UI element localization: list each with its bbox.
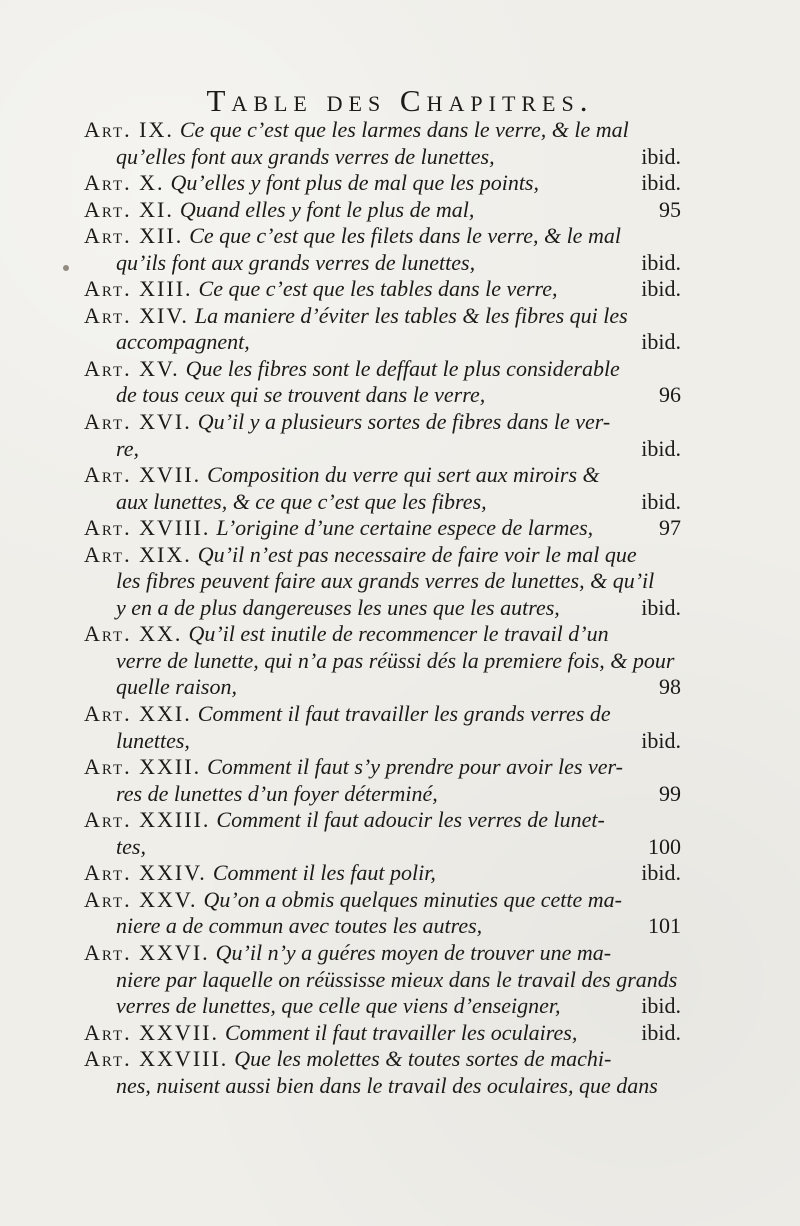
page-reference: ibid. <box>641 249 681 275</box>
entry-line <box>84 462 684 489</box>
entry-line <box>84 913 684 940</box>
chapter-text: Qu’il est inutile de recommencer le travail d’un <box>188 621 609 647</box>
entry-line <box>84 409 684 436</box>
entry-line <box>84 1073 684 1100</box>
article-number: Art. XX. <box>84 621 183 647</box>
article-number: Art. XV. <box>84 355 180 381</box>
article-number: Art. IX. <box>84 117 174 142</box>
chapter-text: Comment il faut travailler les grands verres de <box>197 701 611 727</box>
chapter-text: res de lunettes d’un foyer déterminé, <box>116 780 438 806</box>
entry-line <box>84 568 684 595</box>
article-number: Art. XII. <box>84 223 184 249</box>
chapter-text: Qu’il y a plusieurs sortes de fibres dans le ver- <box>197 409 611 435</box>
page-reference: 100 <box>648 833 681 859</box>
article-number: Art. XXI. <box>84 701 192 727</box>
chapter-text: Comment il les faut polir, <box>212 860 436 886</box>
article-number: Art. XXVII. <box>84 1019 219 1045</box>
entry-line <box>84 674 684 701</box>
entry-line <box>84 382 684 409</box>
chapter-text: y en a de plus dangereuses les unes que les autres, <box>116 594 560 620</box>
page-reference: ibid. <box>641 488 681 514</box>
page-reference: 99 <box>659 780 681 806</box>
entry-line <box>84 303 684 330</box>
chapter-text: Qu’il n’est pas necessaire de faire voir le mal que <box>197 541 637 567</box>
entry-line <box>84 967 684 994</box>
article-number: Art. XVIII. <box>84 515 211 541</box>
chapter-text: Que les molettes & toutes sortes de machi- <box>234 1046 612 1072</box>
chapter-text: Ce que c’est que les filets dans le verre, & le mal <box>189 223 621 249</box>
chapter-text: Ce que c’est que les tables dans le verre, <box>198 276 558 302</box>
entry-line <box>84 993 684 1020</box>
chapter-text: qu’elles font aux grands verres de lunettes, <box>116 143 495 169</box>
page-header: Table des Chapitres. <box>206 83 594 118</box>
page-reference: ibid. <box>641 435 681 461</box>
page-reference: ibid. <box>641 143 681 169</box>
entry-line <box>84 144 684 171</box>
entry-line <box>84 436 684 463</box>
page-reference: 101 <box>648 913 681 939</box>
entry-line <box>84 1020 684 1047</box>
article-number: Art. XXIV. <box>84 860 207 886</box>
chapter-text: Ce que c’est que les larmes dans le verre, & le mal <box>179 117 629 142</box>
chapter-text: Comment il faut adoucir les verres de lunet- <box>216 807 605 833</box>
chapter-text: Comment il faut travailler les oculaires, <box>224 1019 578 1045</box>
page-reference: ibid. <box>641 276 681 302</box>
chapter-text: qu’ils font aux grands verres de lunettes, <box>116 249 476 275</box>
entry-line <box>84 117 684 144</box>
chapter-text: accompagnent, <box>116 329 250 355</box>
article-number: Art. XXII. <box>84 754 202 780</box>
entry-line <box>84 170 684 197</box>
entry-line <box>84 250 684 277</box>
entry-line <box>84 276 684 303</box>
entry-line <box>84 1046 684 1073</box>
article-number: Art. XXIII. <box>84 807 211 833</box>
chapter-text: Qu’on a obmis quelques minuties que cette ma- <box>203 886 623 912</box>
article-number: Art. XXV. <box>84 886 198 912</box>
page-reference: 95 <box>659 196 681 222</box>
article-number: Art. XVI. <box>84 409 192 435</box>
article-number: Art. XIV. <box>84 302 189 328</box>
chapter-text: niere par laquelle on réüssisse mieux dans le travail des grands <box>116 966 678 992</box>
page-reference: ibid. <box>641 329 681 355</box>
article-number: Art. X. <box>84 170 165 196</box>
chapter-text: les fibres peuvent faire aux grands verres de lunettes, & qu’il <box>116 568 655 594</box>
chapter-text: lunettes, <box>116 727 190 753</box>
article-number: Art. XI. <box>84 196 174 222</box>
chapter-text: Comment il faut s’y prendre pour avoir les ver- <box>207 754 623 780</box>
entry-line <box>84 834 684 861</box>
entry-line <box>84 329 684 356</box>
page-reference: ibid. <box>641 860 681 886</box>
entry-line <box>84 807 684 834</box>
page-reference: ibid. <box>641 594 681 620</box>
entry-line <box>84 595 684 622</box>
page-reference: 96 <box>659 382 681 408</box>
entry-line <box>84 940 684 967</box>
entry-line <box>84 223 684 250</box>
chapter-text: de tous ceux qui se trouvent dans le verre, <box>116 382 486 408</box>
chapter-text: Qu’elles y font plus de mal que les points, <box>170 170 539 196</box>
chapter-text: re, <box>116 435 140 461</box>
page-reference: ibid. <box>641 170 681 196</box>
chapter-text: verres de lunettes, que celle que viens d’enseigner, <box>116 993 561 1019</box>
chapter-text: Composition du verre qui sert aux miroirs & <box>207 462 600 488</box>
chapter-text: Qu’il n’y a guéres moyen de trouver une ma- <box>215 939 612 965</box>
entry-line <box>84 728 684 755</box>
article-number: Art. XXVI. <box>84 939 210 965</box>
entry-line <box>84 197 684 224</box>
article-number: Art. XXVIII. <box>84 1046 229 1072</box>
article-number: Art. XVII. <box>84 462 202 488</box>
entry-line <box>84 754 684 781</box>
article-number: Art. XIX. <box>84 541 192 567</box>
entry-line <box>84 489 684 516</box>
page-reference: ibid. <box>641 993 681 1019</box>
article-number: Art. XIII. <box>84 276 193 302</box>
entry-line <box>84 860 684 887</box>
chapter-table <box>84 117 684 1099</box>
entry-line <box>84 887 684 914</box>
chapter-text: nes, nuisent aussi bien dans le travail des oculaires, que dans <box>116 1072 658 1098</box>
chapter-text: L’origine d’une certaine espece de larmes, <box>216 515 594 541</box>
chapter-text: aux lunettes, & ce que c’est que les fibres, <box>116 488 487 514</box>
chapter-text: Quand elles y font le plus de mal, <box>179 196 475 222</box>
page-reference: 98 <box>659 674 681 700</box>
page-reference: ibid. <box>641 727 681 753</box>
entry-line <box>84 621 684 648</box>
chapter-text: Que les fibres sont le deffaut le plus considerable <box>185 355 620 381</box>
entry-line <box>84 648 684 675</box>
chapter-text: La maniere d’éviter les tables & les fibres qui les <box>194 302 628 328</box>
entry-line <box>84 515 684 542</box>
page-reference: ibid. <box>641 1019 681 1045</box>
entry-line <box>84 356 684 383</box>
entry-line <box>84 781 684 808</box>
chapter-text: tes, <box>116 833 146 859</box>
ink-spot <box>63 265 69 271</box>
chapter-text: niere a de commun avec toutes les autres, <box>116 913 483 939</box>
entry-line <box>84 542 684 569</box>
chapter-text: verre de lunette, qui n’a pas réüssi dés la premiere fois, & pour <box>116 647 675 673</box>
chapter-text: quelle raison, <box>116 674 237 700</box>
entry-line <box>84 701 684 728</box>
page-reference: 97 <box>659 515 681 541</box>
